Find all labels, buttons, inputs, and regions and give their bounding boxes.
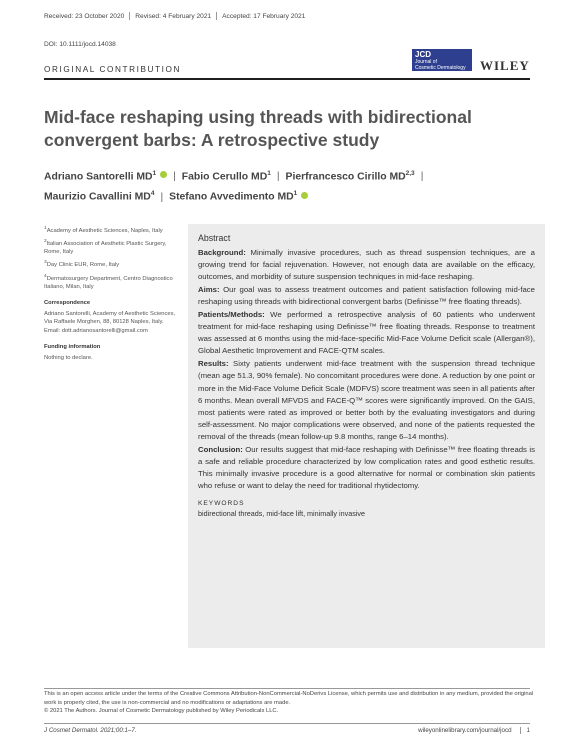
journal-logo-mark: JCD [415, 50, 432, 59]
abstract-background: Background: Minimally invasive procedures, such as thread suspension techniques, are a growing trend for facial rejuvenation. However, not enough data are available on the efficacy, outcomes, and morbidity of suture suspension techniques in mid-face reshaping. [198, 248, 535, 282]
correspondence-email[interactable]: Email: dott.adrianosantorelli@gmail.com [44, 327, 148, 334]
abstract-box [188, 224, 545, 648]
abstract-methods: Patients/Methods: We performed a retrospective analysis of 60 patients who underwent treatment for mid-face reshaping using Definisse™ free floating threads. Response to treatment was assessed at 6 months using the mid-face-specific Mid-Face Volume Deficit scale (Allergan®), Global Aesthetic Improvement and FACE-QTM scales. [198, 310, 536, 356]
copyright-line: © 2021 The Authors. Journal of Cosmetic Dermatology published by Wiley Periodicals LLC. [44, 708, 279, 714]
header-divider [44, 78, 530, 80]
abstract-conclusion: Conclusion: Our results suggest that mid-face reshaping with Definisse™ free floating threads is a safe and reliable procedure characterized by low complication rates and good esthetic results. This minimally invasive procedure is a good alternative for normal or combination skin patients who refuse or want to delay the need for traditional rhytidectomy. [198, 444, 535, 490]
license-text: This is an open access article under the terms of the Creative Commons Attribution-NonCommercial-NoDerivs License, which permits use and distribution in any medium, provided the original work is properly cited, the use is non-commercial and no modifications or adaptations are made. [44, 691, 534, 706]
correspondence-heading: Correspondence [44, 299, 91, 306]
footer-right [418, 727, 530, 734]
journal-url-link[interactable]: wileyonlinelibrary.com/journal/jocd [418, 727, 512, 734]
received-date: Received: 23 October 2020 [44, 12, 125, 20]
funding-heading: Funding information [44, 343, 101, 350]
page-number: 1 [520, 727, 530, 734]
orcid-icon[interactable] [301, 192, 308, 199]
author-name[interactable]: Stefano Avvedimento MD [169, 191, 294, 203]
journal-logo-line2: Cosmetic Dermatology [415, 65, 466, 71]
author-name[interactable]: Adriano Santorelli MD [44, 171, 153, 183]
funding-text: Nothing to declare. [44, 354, 93, 361]
affiliation-item: $^3$Day Clinic EUR, Rome, Italy [44, 260, 120, 269]
abstract-aims: Aims: Our goal was to assess treatment outcomes and patient satisfaction following mid-face reshaping using threads with bidirectional convergent barbs (Definisse™ free floating threads). [198, 285, 535, 307]
keywords-heading: KEYWORDS [198, 499, 245, 507]
publisher-logo[interactable]: WILEY [480, 58, 530, 73]
license-notice [44, 690, 534, 716]
abstract-heading: Abstract [198, 233, 231, 243]
footer-citation: J Cosmet Dermatol. 2021;00:1–7. [44, 727, 137, 734]
journal-logo[interactable] [412, 49, 472, 71]
license-divider [44, 688, 530, 689]
orcid-icon[interactable] [160, 171, 167, 178]
journal-logo-line1: Journal of [415, 59, 437, 65]
abstract-results: Results: Sixty patients underwent mid-face treatment with the suspension thread technique (mean age 51.3, 90% female). No concomitant procedures were done. A reduction by one point or more in the Mid-Face Volume Deficit Scale (MDFVS) score treatment was seen in all patients after 6 months. Mean overall MFVDS and FACE-Q™ scores were significantly improved. On the GAIS, most patients were rated as improved or better both by the evaluating investigators and during self-assessment. No major complications were observed, and none of the patients requested the removal of the threads (mean follow-up 9.8 months, range 6–14 months). [198, 359, 536, 441]
article-dates [44, 12, 305, 20]
section-label: ORIGINAL CONTRIBUTION [44, 65, 182, 74]
accepted-date: Accepted: 17 February 2021 [222, 12, 306, 20]
affiliation-item: $^1$Academy of Aesthetic Sciences, Naples, Italy [44, 226, 163, 234]
author-name[interactable]: Maurizio Cavallini MD [44, 191, 151, 203]
author-name[interactable]: Pierfrancesco Cirillo MD [285, 171, 406, 183]
footer-divider [44, 723, 530, 724]
author-name[interactable]: Fabio Cerullo MD [181, 171, 268, 183]
affiliation-item: $^4$Dermatosurgery Department, Centro Diagnostico Italiano, Milan, Italy [44, 273, 173, 290]
affiliation-item: $^2$Italian Association of Aesthetic Plastic Surgery, Rome, Italy [44, 239, 167, 256]
affiliations-column [44, 225, 184, 365]
doi-link[interactable]: DOI: 10.1111/jocd.14038 [44, 41, 116, 48]
author-list: Adriano Santorelli $MD^1$ | Fabio Cerullo $MD^1$ | Pierfrancesco Cirillo MD$^{2,3}$ | Maurizio Cavallini $MD^4$ | Stefano Avvedimento $MD^1$ [44, 170, 424, 203]
keywords-list: bidirectional threads, mid-face lift, minimally invasive [198, 508, 365, 518]
article-title: Mid-face reshaping using threads with bidirectional convergent barbs: A retrospective study [44, 107, 472, 150]
correspondence-address: Adriano Santorelli, Academy of Aesthetic Sciences, Via Raffaele Morghen, 88, 80128 Naples, Italy. [44, 311, 176, 326]
revised-date: Revised: 4 February 2021 [135, 12, 212, 20]
